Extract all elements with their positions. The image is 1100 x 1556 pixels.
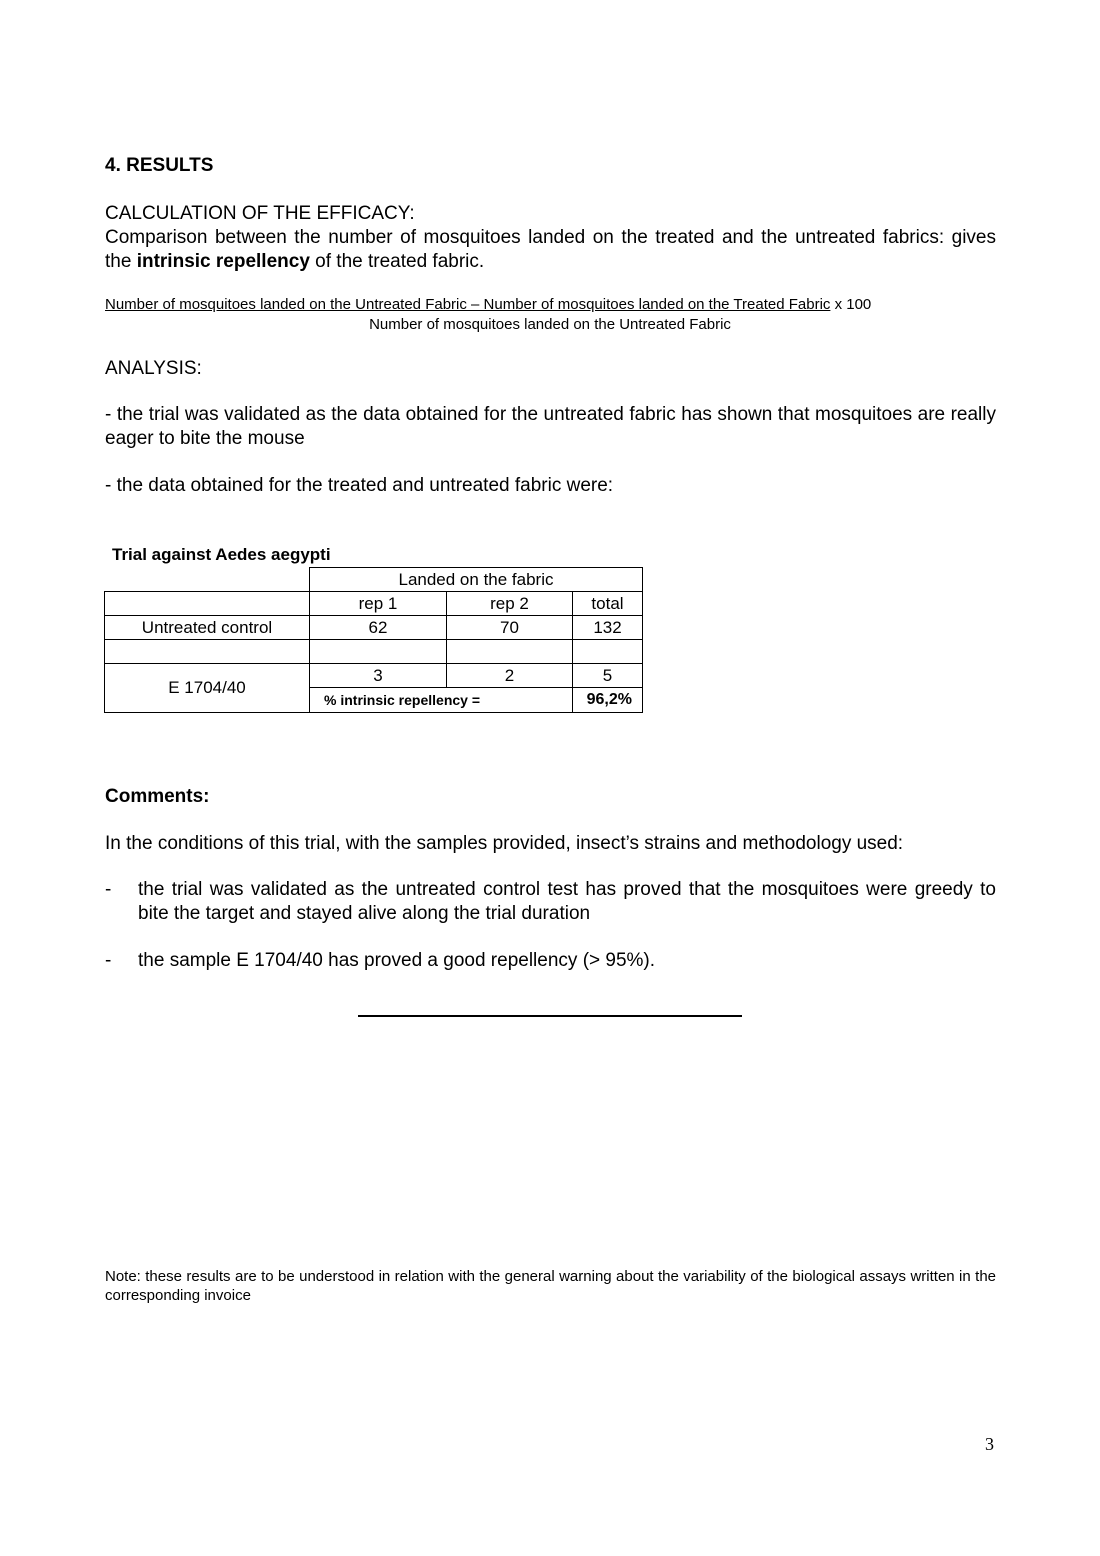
table-cell: 70: [447, 616, 573, 640]
table-row: [105, 640, 643, 664]
calculation-description: [105, 226, 996, 274]
table-header-row: [105, 592, 643, 616]
bullet-dash: -: [105, 950, 112, 971]
comment-bullet: [105, 949, 996, 973]
repellency-value: 96,2%: [573, 688, 643, 713]
repellency-label: % intrinsic repellency =: [310, 688, 573, 713]
comments-title: Comments:: [105, 786, 210, 807]
table-cell: [447, 640, 573, 664]
table-column-header: rep 2: [447, 592, 573, 616]
calculation-text-bold: intrinsic repellency: [136, 251, 310, 272]
efficacy-formula: [105, 295, 996, 335]
page-number: 3: [985, 1434, 994, 1454]
table-group-header-row: [105, 568, 643, 592]
table-caption: Trial against Aedes aegypti: [112, 545, 331, 564]
table-cell: [573, 640, 643, 664]
analysis-point: - the data obtained for the treated and untreated fabric were:: [105, 475, 614, 496]
formula-numerator-line: [105, 296, 871, 313]
section-heading: 4. RESULTS: [105, 155, 214, 176]
formula-numerator: Number of mosquitoes landed on the Untreated Fabric – Number of mosquitoes landed on the Treated Fabric: [105, 296, 831, 313]
analysis-title: ANALYSIS:: [105, 358, 202, 379]
calculation-text-prefix: Comparison between the number of mosquitoes landed on the treated and the untreated fabrics: gives the: [105, 227, 996, 272]
table-cell: 5: [573, 664, 643, 688]
table-column-header: rep 1: [310, 592, 447, 616]
table-empty-corner: [105, 568, 310, 592]
results-table: [104, 567, 643, 713]
table-header-empty: [105, 592, 310, 616]
comment-bullet: [105, 878, 996, 926]
bullet-text: the trial was validated as the untreated control test has proved that the mosquitoes were greedy to bite the target and stayed alive along the trial duration: [138, 879, 996, 924]
table-cell: 132: [573, 616, 643, 640]
footnote: Note: these results are to be understood in relation with the general warning about the variability of the biological assays written in the corresponding invoice: [105, 1268, 996, 1304]
table-row-label: E 1704/40: [105, 664, 310, 713]
table-cell: 2: [447, 664, 573, 688]
separator-line: [358, 1015, 742, 1017]
table-row: [105, 616, 643, 640]
formula-multiplier: x 100: [830, 296, 872, 313]
formula-denominator: Number of mosquitoes landed on the Untreated Fabric: [369, 316, 731, 333]
analysis-point: - the trial was validated as the data obtained for the untreated fabric has shown that mosquitoes are really eager to bite the mouse: [105, 404, 996, 449]
calculation-title: CALCULATION OF THE EFFICACY:: [105, 203, 415, 224]
table-cell: 62: [310, 616, 447, 640]
bullet-text: the sample E 1704/40 has proved a good repellency (> 95%).: [138, 950, 656, 971]
table-row-label: [105, 640, 310, 664]
bullet-dash: -: [105, 879, 112, 900]
table-row: [105, 664, 643, 688]
table-column-header: total: [573, 592, 643, 616]
table-cell: [310, 640, 447, 664]
table-group-header: Landed on the fabric: [310, 568, 643, 592]
table-row-label: Untreated control: [105, 616, 310, 640]
comments-intro: In the conditions of this trial, with the samples provided, insect’s strains and methodology used:: [105, 833, 904, 854]
calculation-text-suffix: of the treated fabric.: [309, 251, 485, 272]
table-cell: 3: [310, 664, 447, 688]
